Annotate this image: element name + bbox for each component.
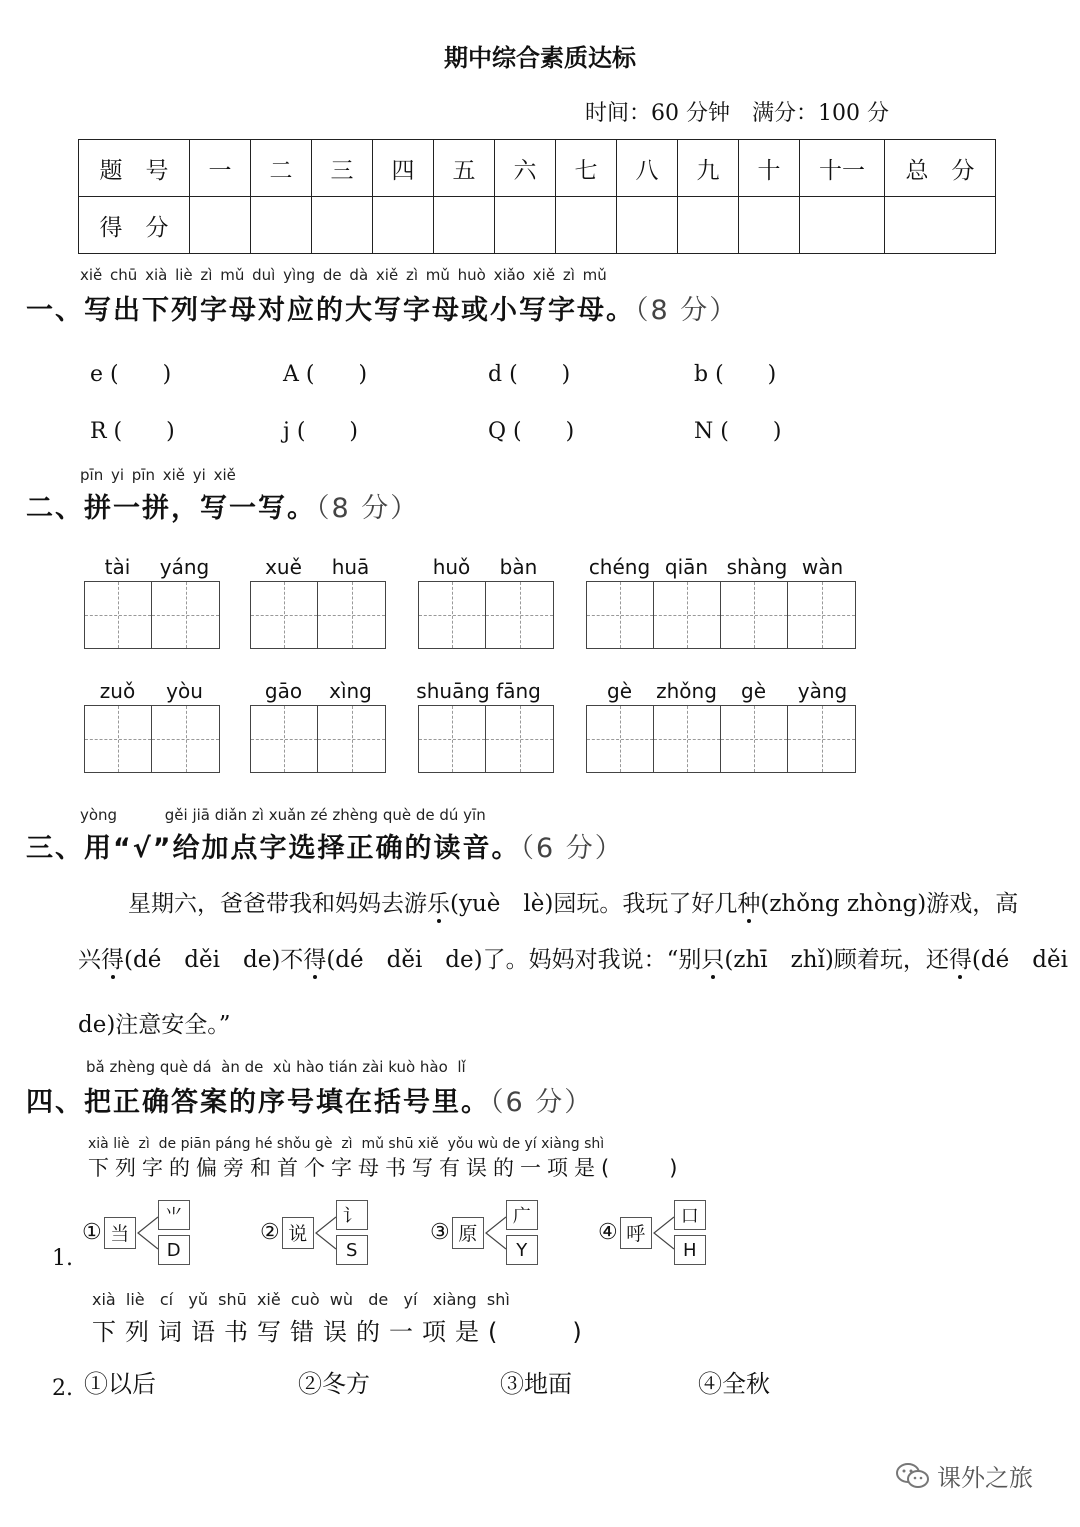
grid-pinyin: xuě <box>265 555 302 579</box>
section4-heading <box>26 1080 593 1119</box>
letter-item[interactable]: j ( ) <box>283 419 358 444</box>
writing-grid[interactable] <box>418 705 554 773</box>
score-header-cell: 九 <box>678 140 739 197</box>
dotted-char[interactable]: 得 <box>101 947 124 973</box>
dotted-char[interactable]: 得 <box>303 947 327 973</box>
letter-item[interactable]: d ( ) <box>488 362 571 387</box>
score-cell[interactable] <box>678 197 739 254</box>
writing-grid[interactable] <box>84 705 220 773</box>
score-table-header-row <box>79 140 996 197</box>
section3-score: （6 分） <box>520 833 624 864</box>
writing-grid[interactable] <box>586 705 856 773</box>
grid-pinyin: wàn <box>801 555 844 579</box>
option-letter: S <box>336 1235 368 1265</box>
section3-heading <box>26 826 624 865</box>
q1-option-4[interactable] <box>598 1200 706 1265</box>
dotted-char[interactable]: 只 <box>701 947 725 973</box>
q2-text[interactable]: 下列词语书写错误的一项是( ) <box>92 1318 591 1346</box>
score-cell[interactable] <box>373 197 434 254</box>
grid-pinyin: yáng <box>159 555 210 579</box>
grid-pinyin: chéng <box>588 555 651 579</box>
option-radical: 口 <box>674 1200 706 1230</box>
q2-option[interactable]: ②冬方 <box>298 1370 370 1398</box>
writing-grid[interactable] <box>250 581 386 649</box>
section4-pinyin: bǎ zhèng què dá àn de xù hào tián zài kuò hào lǐ <box>86 1058 466 1076</box>
wechat-icon <box>895 1461 931 1491</box>
score-row-label: 得 分 <box>79 197 190 254</box>
grid-pinyin: yòu <box>166 679 203 703</box>
score-header-cell: 二 <box>251 140 312 197</box>
reading-choices[interactable]: (yuè lè)园玩。我玩了好几 <box>450 891 738 917</box>
dotted-char[interactable]: 得 <box>948 947 972 973</box>
grid-pinyin: huǒ <box>432 555 471 579</box>
grid-pinyin: bàn <box>499 555 538 579</box>
option-letter: D <box>158 1235 190 1265</box>
section4-score: （6 分） <box>490 1087 594 1118</box>
section1-pinyin: xiě chū xià liè zì mǔ duì yìng de dà xiě zì mǔ huò xiǎo xiě zì mǔ <box>80 266 607 284</box>
grid-pinyin: shàng <box>726 555 788 579</box>
score-cell[interactable] <box>190 197 251 254</box>
option-char: 说 <box>282 1217 314 1249</box>
page-title: 期中综合素质达标 <box>444 43 636 72</box>
writing-grid[interactable] <box>250 705 386 773</box>
score-header-cell: 五 <box>434 140 495 197</box>
score-table-score-row <box>79 197 996 254</box>
exam-meta: 时间：60 分钟 满分：100 分 <box>585 101 889 126</box>
score-header-cell: 三 <box>312 140 373 197</box>
grid-pinyin: shuāng <box>416 679 490 703</box>
q2-option[interactable]: ①以后 <box>84 1370 156 1398</box>
dotted-char[interactable]: 乐 <box>427 891 450 917</box>
score-table <box>78 139 996 254</box>
branch-connector-icon <box>484 1215 506 1251</box>
q1-option-2[interactable] <box>260 1200 368 1265</box>
score-cell[interactable] <box>739 197 800 254</box>
q2-option[interactable]: ④全秋 <box>698 1370 770 1398</box>
score-cell[interactable] <box>434 197 495 254</box>
letter-item[interactable]: A ( ) <box>283 362 368 387</box>
grid-pinyin: yàng <box>797 679 848 703</box>
score-header-cell: 一 <box>190 140 251 197</box>
option-letter: Y <box>506 1235 538 1265</box>
score-cell[interactable] <box>495 197 556 254</box>
grid-pinyin: tài <box>104 555 131 579</box>
reading-choices[interactable]: (dé děi <box>971 947 1068 973</box>
score-cell[interactable] <box>556 197 617 254</box>
writing-grid[interactable] <box>84 581 220 649</box>
grid-pinyin: gè <box>607 679 632 703</box>
grid-pinyin: zuǒ <box>99 679 136 703</box>
branch-connector-icon <box>136 1215 158 1251</box>
grid-pinyin: zhǒng <box>656 679 717 703</box>
reading-choices[interactable]: (dé děi de)不 <box>124 947 304 973</box>
option-char: 原 <box>452 1217 484 1249</box>
reading-choices[interactable]: (zhī zhǐ)顾着玩，还 <box>724 947 949 973</box>
section2-pinyin: pīn yi pīn xiě yi xiě <box>80 466 236 484</box>
score-cell[interactable] <box>251 197 312 254</box>
watermark-text: 课外之旅 <box>937 1464 1033 1492</box>
score-header-cell: 八 <box>617 140 678 197</box>
option-radical: ⺌ <box>158 1200 190 1230</box>
watermark <box>895 1458 1033 1493</box>
grid-pinyin: fāng <box>496 679 541 703</box>
option-number: ③ <box>430 1220 450 1245</box>
passage-text: 星期六，爸爸带我和妈妈去游 <box>128 891 427 917</box>
score-header-cell: 六 <box>495 140 556 197</box>
branch-connector-icon <box>652 1215 674 1251</box>
q1-number: 1. <box>52 1246 73 1271</box>
score-header-cell: 总 分 <box>885 140 996 197</box>
reading-choices[interactable]: (zhǒng zhòng)游戏，高 <box>760 891 1019 917</box>
score-cell[interactable] <box>312 197 373 254</box>
section3-heading-text: 三、用“√”给加点字选择正确的读音。 <box>26 833 521 864</box>
section2-heading <box>26 486 419 525</box>
score-cell[interactable] <box>885 197 996 254</box>
letter-item[interactable]: R ( ) <box>90 419 175 444</box>
score-cell[interactable] <box>800 197 885 254</box>
score-header-cell: 七 <box>556 140 617 197</box>
section1-heading-text: 一、写出下列字母对应的大写字母或小写字母。 <box>26 295 635 326</box>
q1-option-1[interactable] <box>82 1200 190 1265</box>
section2-heading-text: 二、拼一拼，写一写。 <box>26 493 316 524</box>
option-char: 当 <box>104 1217 136 1249</box>
q2-option[interactable]: ③地面 <box>500 1370 572 1398</box>
branch-connector-icon <box>314 1215 336 1251</box>
section2-score: （8 分） <box>316 493 420 524</box>
grid-pinyin: qiān <box>664 555 709 579</box>
score-header-cell: 十一 <box>800 140 885 197</box>
writing-grid[interactable] <box>586 581 856 649</box>
q1-option-3[interactable] <box>430 1200 538 1265</box>
dotted-char[interactable]: 种 <box>737 891 761 917</box>
letter-item[interactable]: b ( ) <box>694 362 777 387</box>
section4-heading-text: 四、把正确答案的序号填在括号里。 <box>26 1087 490 1118</box>
q1-text[interactable]: 下列字的偏旁和首个字母书写有误的一项是( ) <box>88 1156 684 1180</box>
grid-pinyin: huā <box>331 555 370 579</box>
passage-line-3: de)注意安全。” <box>78 1012 231 1038</box>
reading-choices[interactable]: (dé děi de)了。妈妈对我说：“别 <box>326 947 702 973</box>
option-number: ④ <box>598 1220 618 1245</box>
option-letter: H <box>674 1235 706 1265</box>
option-char: 呼 <box>620 1217 652 1249</box>
q2-number: 2. <box>52 1376 73 1401</box>
section1-heading <box>26 288 738 327</box>
score-header-cell: 四 <box>373 140 434 197</box>
option-radical: 广 <box>506 1200 538 1230</box>
writing-grid[interactable] <box>418 581 554 649</box>
option-number: ② <box>260 1220 280 1245</box>
grid-pinyin: gāo <box>264 679 303 703</box>
q1-pinyin: xià liè zì de piān páng hé shǒu gè zì mǔ shū xiě yǒu wù de yí xiàng shì <box>88 1136 605 1152</box>
passage-line-1 <box>128 885 1018 918</box>
score-cell[interactable] <box>617 197 678 254</box>
score-header-cell: 题 号 <box>79 140 190 197</box>
option-number: ① <box>82 1220 102 1245</box>
option-radical: 讠 <box>336 1200 368 1230</box>
q2-pinyin: xià liè cí yǔ shū xiě cuò wù de yí xiàng shì <box>92 1290 510 1309</box>
passage-text: 兴 <box>78 947 101 973</box>
letter-item[interactable]: N ( ) <box>694 419 782 444</box>
letter-item[interactable]: e ( ) <box>90 362 172 387</box>
passage-line-2 <box>78 941 1068 974</box>
grid-pinyin: xìng <box>329 679 372 703</box>
section1-score: （8 分） <box>635 295 739 326</box>
score-header-cell: 十 <box>739 140 800 197</box>
grid-pinyin: gè <box>741 679 766 703</box>
section3-pinyin: yòng gěi jiā diǎn zì xuǎn zé zhèng què de dú yīn <box>80 806 486 824</box>
letter-item[interactable]: Q ( ) <box>488 419 575 444</box>
